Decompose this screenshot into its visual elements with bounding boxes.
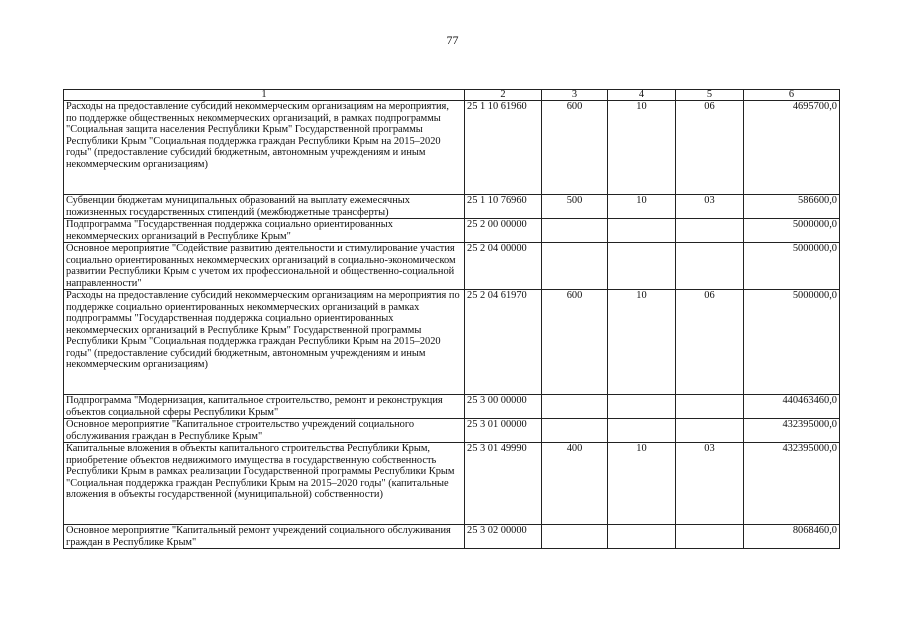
header-col-5: 5	[676, 90, 744, 101]
row-section	[608, 419, 676, 443]
row-name: Подпрограмма "Государственная поддержка социально ориентированных некоммерческих организаций в Республике Крым"	[64, 219, 465, 243]
row-expense-type: 600	[542, 101, 608, 195]
table-row	[64, 219, 840, 243]
table-row	[64, 290, 840, 395]
table-row	[64, 195, 840, 219]
row-subsection	[676, 395, 744, 419]
row-section	[608, 525, 676, 549]
table-row	[64, 525, 840, 549]
row-target-code: 25 3 00 00000	[465, 395, 542, 419]
row-section: 10	[608, 195, 676, 219]
header-col-3: 3	[542, 90, 608, 101]
header-col-1: 1	[64, 90, 465, 101]
row-section: 10	[608, 443, 676, 525]
header-col-2: 2	[465, 90, 542, 101]
row-name: Субвенции бюджетам муниципальных образований на выплату ежемесячных пожизненных государственных стипендий (межбюджетные трансферты)	[64, 195, 465, 219]
row-subsection: 06	[676, 290, 744, 395]
row-expense-type: 500	[542, 195, 608, 219]
row-expense-type: 600	[542, 290, 608, 395]
row-sum: 5000000,0	[744, 290, 840, 395]
row-subsection	[676, 243, 744, 290]
row-expense-type: 400	[542, 443, 608, 525]
table-row	[64, 419, 840, 443]
row-subsection: 03	[676, 195, 744, 219]
row-name: Основное мероприятие "Капитальный ремонт учреждений социального обслуживания граждан в Республике Крым"	[64, 525, 465, 549]
row-target-code: 25 3 02 00000	[465, 525, 542, 549]
row-name: Расходы на предоставление субсидий некоммерческим организациям на мероприятия по поддержке социально ориентированных некоммерческих организаций в рамках подпрограммы "Государственная поддержка социально ориентированных некоммерческих организаций в Республике Крым" Государственной программы Республики Крым "Социальная поддержка граждан Республики Крым на 2015–2020 годы" (предоставление субсидий бюджетным, автономным учреждениям и иным некоммерческим организациям)	[64, 290, 465, 395]
row-section	[608, 243, 676, 290]
table-row	[64, 443, 840, 525]
row-name: Капитальные вложения в объекты капитального строительства Республики Крым, приобретение объектов недвижимого имущества в государственную собственность Республики Крым в рамках реализации Государственной программы Республики Крым "Социальная поддержка граждан Республики Крым на 2015–2020 годы" (капитальные вложения в объекты государственной (муниципальной) собственности)	[64, 443, 465, 525]
table-row	[64, 395, 840, 419]
row-target-code: 25 1 10 61960	[465, 101, 542, 195]
header-row	[64, 90, 840, 101]
header-col-6: 6	[744, 90, 840, 101]
row-section	[608, 219, 676, 243]
row-expense-type	[542, 419, 608, 443]
row-sum: 432395000,0	[744, 443, 840, 525]
page-number: 77	[446, 33, 459, 47]
row-sum: 440463460,0	[744, 395, 840, 419]
row-expense-type	[542, 525, 608, 549]
row-subsection: 03	[676, 443, 744, 525]
row-name: Основное мероприятие "Содействие развитию деятельности и стимулирование участия социально ориентированных некоммерческих организаций в социально-экономическом развитии Республики Крым с учетом их профессиональной и общественно-социальной направленности"	[64, 243, 465, 290]
row-target-code: 25 3 01 49990	[465, 443, 542, 525]
row-target-code: 25 2 00 00000	[465, 219, 542, 243]
row-sum: 432395000,0	[744, 419, 840, 443]
row-target-code: 25 2 04 00000	[465, 243, 542, 290]
row-section	[608, 395, 676, 419]
row-subsection: 06	[676, 101, 744, 195]
row-expense-type	[542, 243, 608, 290]
row-subsection	[676, 219, 744, 243]
row-sum: 5000000,0	[744, 243, 840, 290]
row-sum: 4695700,0	[744, 101, 840, 195]
row-subsection	[676, 419, 744, 443]
row-section: 10	[608, 101, 676, 195]
row-subsection	[676, 525, 744, 549]
row-expense-type	[542, 395, 608, 419]
table-row	[64, 101, 840, 195]
row-sum: 586600,0	[744, 195, 840, 219]
row-name: Подпрограмма "Модернизация, капитальное строительство, ремонт и реконструкция объектов социальной сферы Республики Крым"	[64, 395, 465, 419]
row-expense-type	[542, 219, 608, 243]
table-row	[64, 243, 840, 290]
budget-table	[63, 89, 840, 549]
row-target-code: 25 1 10 76960	[465, 195, 542, 219]
header-col-4: 4	[608, 90, 676, 101]
row-target-code: 25 3 01 00000	[465, 419, 542, 443]
row-sum: 8068460,0	[744, 525, 840, 549]
row-name: Расходы на предоставление субсидий некоммерческим организациям на мероприятия, по поддержке общественных некоммерческих организаций, в рамках подпрограммы "Социальная защита населения Республики Крым" Государственной программы Республики Крым "Социальная поддержка граждан Республики Крым на 2015–2020 годы" (предоставление субсидий бюджетным, автономным учреждениям и иным некоммерческим организациям)	[64, 101, 465, 195]
row-sum: 5000000,0	[744, 219, 840, 243]
row-name: Основное мероприятие "Капитальное строительство учреждений социального обслуживания граждан в Республике Крым"	[64, 419, 465, 443]
row-target-code: 25 2 04 61970	[465, 290, 542, 395]
row-section: 10	[608, 290, 676, 395]
